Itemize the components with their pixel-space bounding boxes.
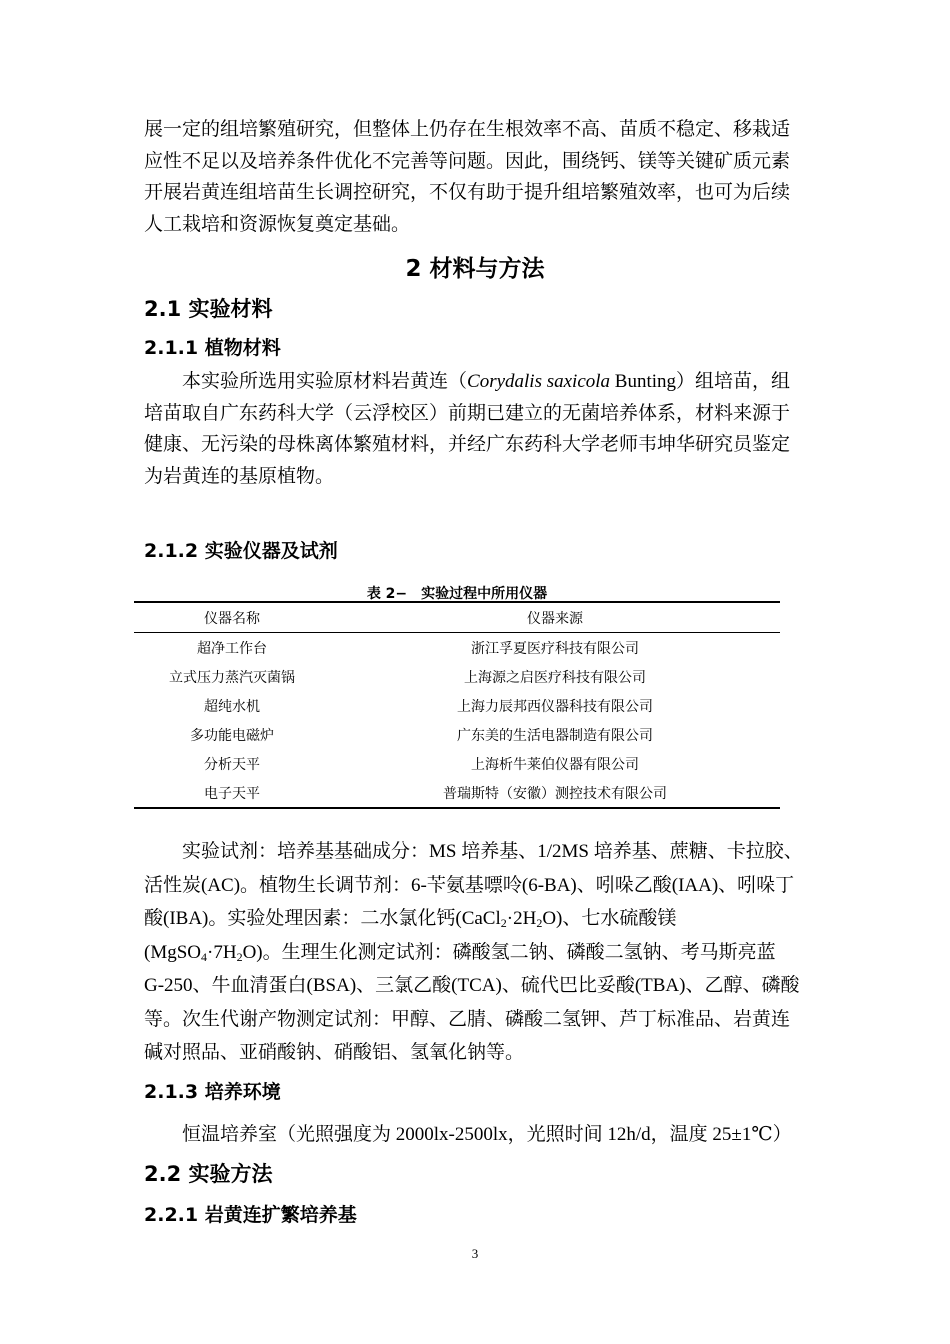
subscript: 2 <box>500 916 507 930</box>
subscript: 4 <box>201 949 208 964</box>
subsubsection-heading: 2.1.2 实验仪器及试剂 <box>144 540 338 562</box>
text-line: 恒温培养室（光照强度为 2000lx-2500lx，光照时间 12h/d，温度 25±1℃） <box>182 1124 792 1145</box>
intro-paragraph <box>144 114 808 240</box>
plant-material-paragraph <box>144 366 808 492</box>
text-line: 开展岩黄连组培苗生长调控研究，不仅有助于提升组培繁殖效率，也可为后续 <box>144 182 791 203</box>
instrument-name: 多功能电磁炉 <box>190 727 274 744</box>
instrument-name: 超净工作台 <box>197 640 267 657</box>
text-run: 酸(IBA)。实验处理因素：二水氯化钙(CaCl <box>144 908 501 929</box>
text-run: O)。生理生化测定试剂：磷酸氢二钠、磷酸二氢钠、考马斯亮蓝 <box>242 941 776 963</box>
subscript: 2 <box>536 916 543 930</box>
instrument-source: 上海析牛莱伯仪器有限公司 <box>471 756 639 773</box>
text-line: 健康、无污染的母株离体繁殖材料，并经广东药科大学老师韦坤华研究员鉴定 <box>144 434 791 455</box>
text-line: G-250、牛血清蛋白(BSA)、三氯乙酸(TCA)、硫代巴比妥酸(TBA)、乙醇、磷酸 <box>144 975 800 996</box>
instrument-name: 超纯水机 <box>204 698 260 715</box>
text-line: 培苗取自广东药科大学（云浮校区）前期已建立的无菌培养体系，材料来源于 <box>144 402 791 424</box>
table-row <box>134 720 780 749</box>
table-caption: 表 2− 实验过程中所用仪器 <box>366 586 548 602</box>
text-run: 本实验所选用实验原材料岩黄连（ <box>182 371 468 392</box>
text-run: ·7H <box>207 941 237 963</box>
table-row <box>134 778 780 808</box>
instrument-name: 立式压力蒸汽灭菌锅 <box>169 669 295 686</box>
table-row <box>134 633 780 663</box>
text-line: 实验试剂：培养基基础成分：MS 培养基、1/2MS 培养基、蔗糖、卡拉胶、 <box>182 841 803 862</box>
text-run: Bunting）组培苗，组 <box>610 371 791 392</box>
instrument-source: 普瑞斯特（安徽）测控技术有限公司 <box>443 785 667 802</box>
text-line: 人工栽培和资源恢复奠定基础。 <box>144 213 411 235</box>
text-line: 应性不足以及培养条件优化不完善等问题。因此，围绕钙、镁等关键矿质元素 <box>144 150 791 172</box>
table-row <box>134 691 780 720</box>
subsection-heading: 2.2 实验方法 <box>144 1162 273 1186</box>
latin-name: Corydalis saxicola <box>467 371 611 392</box>
culture-environment-paragraph <box>144 1119 808 1151</box>
reagents-paragraph <box>144 835 808 1070</box>
instrument-name: 分析天平 <box>204 756 260 773</box>
text-line <box>144 936 808 970</box>
subsubsection-heading: 2.2.1 岩黄连扩繁培养基 <box>144 1204 357 1226</box>
subscript: 2 <box>236 949 243 964</box>
text-line: 等。次生代谢产物测定试剂：甲醇、乙腈、磷酸二氢钾、芦丁标准品、岩黄连 <box>144 1008 791 1030</box>
instrument-source: 浙江孚夏医疗科技有限公司 <box>471 640 639 657</box>
instrument-source: 上海源之启医疗科技有限公司 <box>464 669 646 686</box>
section-heading: 2 材料与方法 <box>405 256 545 282</box>
instrument-table <box>134 601 780 809</box>
table-row <box>134 749 780 778</box>
text-line: 展一定的组培繁殖研究，但整体上仍存在生根效率不高、苗质不稳定、移栽适 <box>144 119 791 140</box>
text-line: 活性炭(AC)。植物生长调节剂：6-苄氨基嘌呤(6-BA)、吲哚乙酸(IAA)、吲哚丁 <box>144 874 795 896</box>
text-run: O)、七水硫酸镁 <box>542 908 677 929</box>
subsection-heading: 2.1 实验材料 <box>144 297 273 321</box>
table-header-row <box>134 602 780 633</box>
text-line: 为岩黄连的基原植物。 <box>144 465 335 487</box>
instrument-source: 上海力辰邦西仪器科技有限公司 <box>457 698 653 715</box>
text-line <box>144 902 808 936</box>
text-run: ·2H <box>506 908 537 929</box>
column-header: 仪器名称 <box>204 610 260 627</box>
text-line <box>144 366 808 398</box>
subsubsection-heading: 2.1.1 植物材料 <box>144 337 281 359</box>
page-number: 3 <box>471 1246 479 1261</box>
subsubsection-heading: 2.1.3 培养环境 <box>144 1081 281 1103</box>
column-header: 仪器来源 <box>527 610 583 627</box>
text-run: (MgSO <box>144 941 202 963</box>
instrument-name: 电子天平 <box>204 785 260 802</box>
text-line: 碱对照品、亚硝酸钠、硝酸铝、氢氧化钠等。 <box>144 1042 525 1063</box>
instrument-source: 广东美的生活电器制造有限公司 <box>457 727 653 744</box>
table-row <box>134 662 780 691</box>
